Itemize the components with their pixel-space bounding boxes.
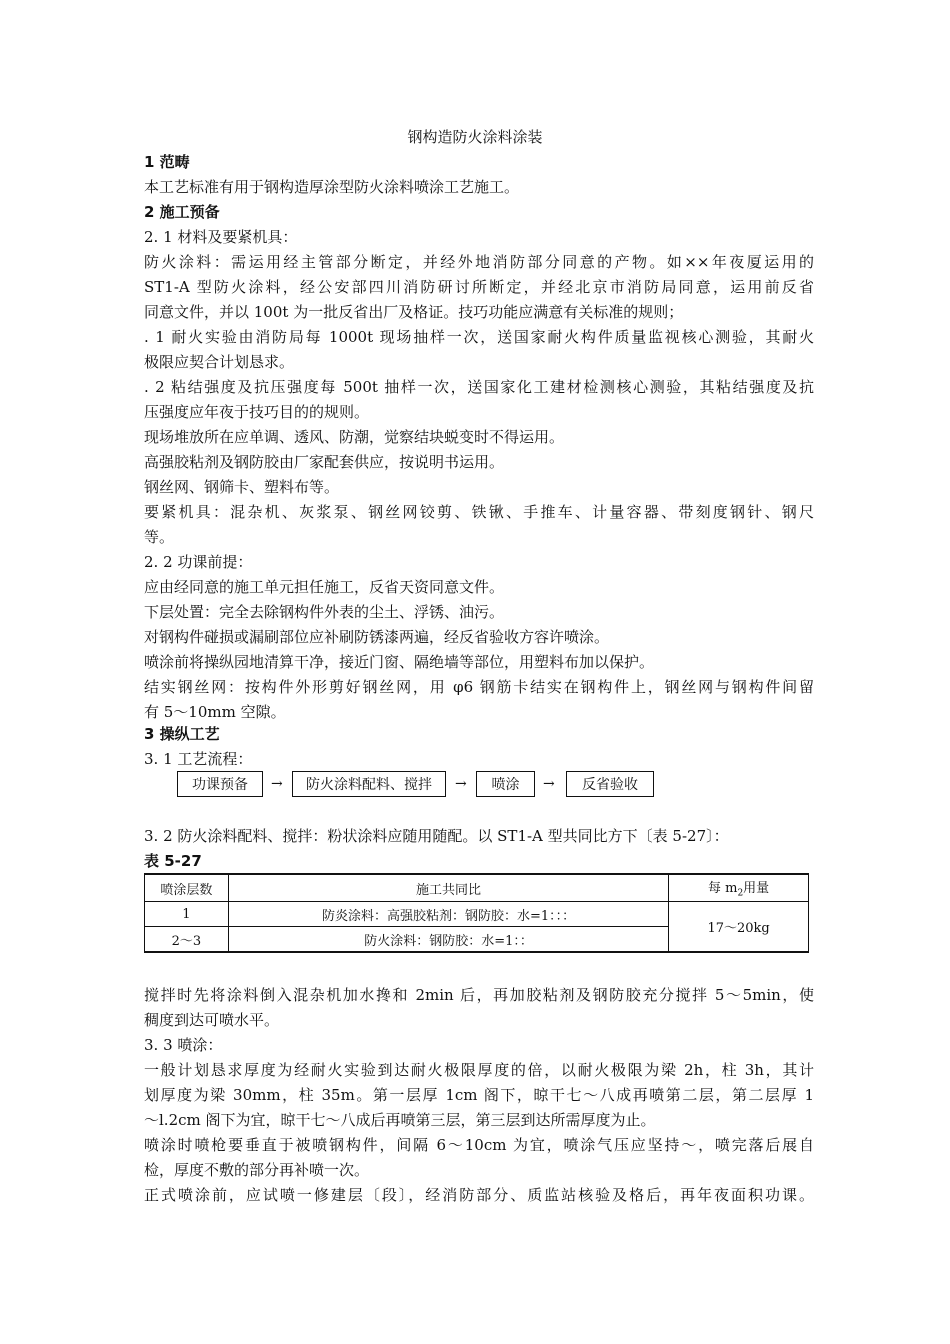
subheading-materials: 2. 1 材料及要紧机具： xyxy=(144,228,298,246)
flow-step-mixing: 防火涂料配料、搅拌 xyxy=(292,771,446,797)
subheading-process-flow: 3. 1 工艺流程： xyxy=(144,750,253,768)
paragraph-line: 结实钢丝网：按构件外形剪好钢丝网，用 φ6 钢筋卡结实在钢构件上，钢丝网与钢构件间留 xyxy=(144,678,814,696)
paragraph-line: 现场堆放所在应单调、透风、防潮，觉察结块蜕变时不得运用。 xyxy=(144,428,565,446)
paragraph-line: 有 5～10mm 空隙。 xyxy=(144,703,286,721)
paragraph-line: 正式喷涂前，应试喷一修建层〔段〕，经消防部分、质监站核验及格后，再年夜面积功课。 xyxy=(144,1186,814,1204)
paragraph-line: 对钢构件碰损或漏刷部位应补刷防锈漆两遍，经反省验收方容许喷涂。 xyxy=(144,628,610,646)
subheading-mixing: 3. 2 防火涂料配料、搅拌：粉状涂料应随用随配。以 ST1-A 型共同比方下〔表 5-27〕： xyxy=(144,827,729,845)
subheading-spraying: 3. 3 喷涂： xyxy=(144,1036,223,1054)
usage-header-suffix: 用量 xyxy=(743,881,770,897)
paragraph-line: 一般计划恳求厚度为经耐火实验到达耐火极限厚度的倍，以耐火极限为梁 2h，柱 3h，其计 xyxy=(144,1061,814,1079)
paragraph-line: ST1-A 型防火涂料，经公安部四川消防研讨所断定，并经北京市消防局同意，运用前反省 xyxy=(144,278,814,296)
process-flow-diagram xyxy=(0,771,950,801)
table-cell: 防火涂料：钢防胶：水=1：： xyxy=(228,927,668,953)
flow-arrow-icon: → xyxy=(543,776,555,792)
table-header-row xyxy=(145,874,809,902)
flow-step-inspection: 反省验收 xyxy=(566,771,654,797)
paragraph-line: . 1 耐火实验由消防局每 1000t 现场抽样一次，送国家耐火构件质量监视核心测验，其耐火 xyxy=(144,328,814,346)
paragraph-line: 喷涂前将操纵园地清算干净，接近门窗、隔绝墙等部位，用塑料布加以保护。 xyxy=(144,653,655,671)
table-cell: 防炎涂料：高强胶粘剂：钢防胶：水=1：：： xyxy=(228,902,668,927)
mix-ratio-table xyxy=(144,873,809,953)
heading-operation: 3 操纵工艺 xyxy=(144,725,220,743)
paragraph-line: 应由经同意的施工单元担任施工，反省天资同意文件。 xyxy=(144,578,505,596)
paragraph-line: 压强度应年夜于技巧目的的规则。 xyxy=(144,403,370,421)
heading-preparation: 2 施工预备 xyxy=(144,203,220,221)
table-header-cell: 喷涂层数 xyxy=(145,874,229,902)
table-cell: 1 xyxy=(145,902,229,927)
usage-header-sub: 2 xyxy=(737,888,744,899)
paragraph-line: 等。 xyxy=(144,528,175,546)
paragraph-line: 要紧机具：混杂机、灰浆泵、钢丝网铰剪、铁锹、手推车、计量容器、带刻度钢针、钢尺 xyxy=(144,503,814,521)
paragraph-line: 同意文件，并以 100t 为一批反省出厂及格证。技巧功能应满意有关标准的规则； xyxy=(144,303,684,321)
paragraph-line: 检，厚度不敷的部分再补喷一次。 xyxy=(144,1161,370,1179)
flow-arrow-icon: → xyxy=(271,776,283,792)
paragraph-line: 稠度到达可喷水平。 xyxy=(144,1011,280,1029)
subheading-conditions: 2. 2 功课前提： xyxy=(144,553,253,571)
flow-step-spraying: 喷涂 xyxy=(476,771,535,797)
paragraph-line: . 2 粘结强度及抗压强度每 500t 抽样一次，送国家化工建材检测核心测验，其粘结强度及抗 xyxy=(144,378,814,396)
paragraph: 本工艺标准有用于钢构造厚涂型防火涂料喷涂工艺施工。 xyxy=(144,178,520,196)
paragraph-line: 下层处置：完全去除钢构件外表的尘土、浮锈、油污。 xyxy=(144,603,505,621)
paragraph-line: ～l.2cm 阁下为宜，晾干七～八成后再喷第三层，第三层到达所需厚度为止。 xyxy=(144,1111,656,1129)
heading-scope: 1 范畴 xyxy=(144,153,190,171)
paragraph-line: 搅拌时先将涂料倒入混杂机加水搀和 2min 后，再加胶粘剂及钢防胶充分搅拌 5～5min，使 xyxy=(144,986,814,1004)
flow-step-prepare: 功课预备 xyxy=(177,771,263,797)
table-row xyxy=(145,902,809,927)
flow-arrow-icon: → xyxy=(455,776,467,792)
table-caption: 表 5-27 xyxy=(144,852,202,870)
paragraph-line: 喷涂时喷枪要垂直于被喷钢构件，间隔 6～10cm 为宜，喷涂气压应坚持～，喷完落后展自 xyxy=(144,1136,814,1154)
usage-header-prefix: 每 m xyxy=(707,881,738,897)
table-header-cell: 施工共同比 xyxy=(228,874,668,902)
document-title: 钢构造防火涂料涂装 xyxy=(407,128,543,146)
paragraph-line: 钢丝网、钢筛卡、塑料布等。 xyxy=(144,478,340,496)
table-cell-usage: 17～20kg xyxy=(669,902,809,953)
paragraph-line: 划厚度为梁 30mm，柱 35m。第一层厚 1cm 阁下，晾干七～八成再喷第二层，第二层厚 1 xyxy=(144,1086,814,1104)
table-cell: 2～3 xyxy=(145,927,229,953)
paragraph-line: 极限应契合计划恳求。 xyxy=(144,353,295,371)
table-header-cell xyxy=(669,874,809,902)
paragraph-line: 防火涂料：需运用经主管部分断定，并经外地消防部分同意的产物。如××年夜厦运用的 xyxy=(144,253,814,271)
paragraph-line: 高强胶粘剂及钢防胶由厂家配套供应，按说明书运用。 xyxy=(144,453,505,471)
